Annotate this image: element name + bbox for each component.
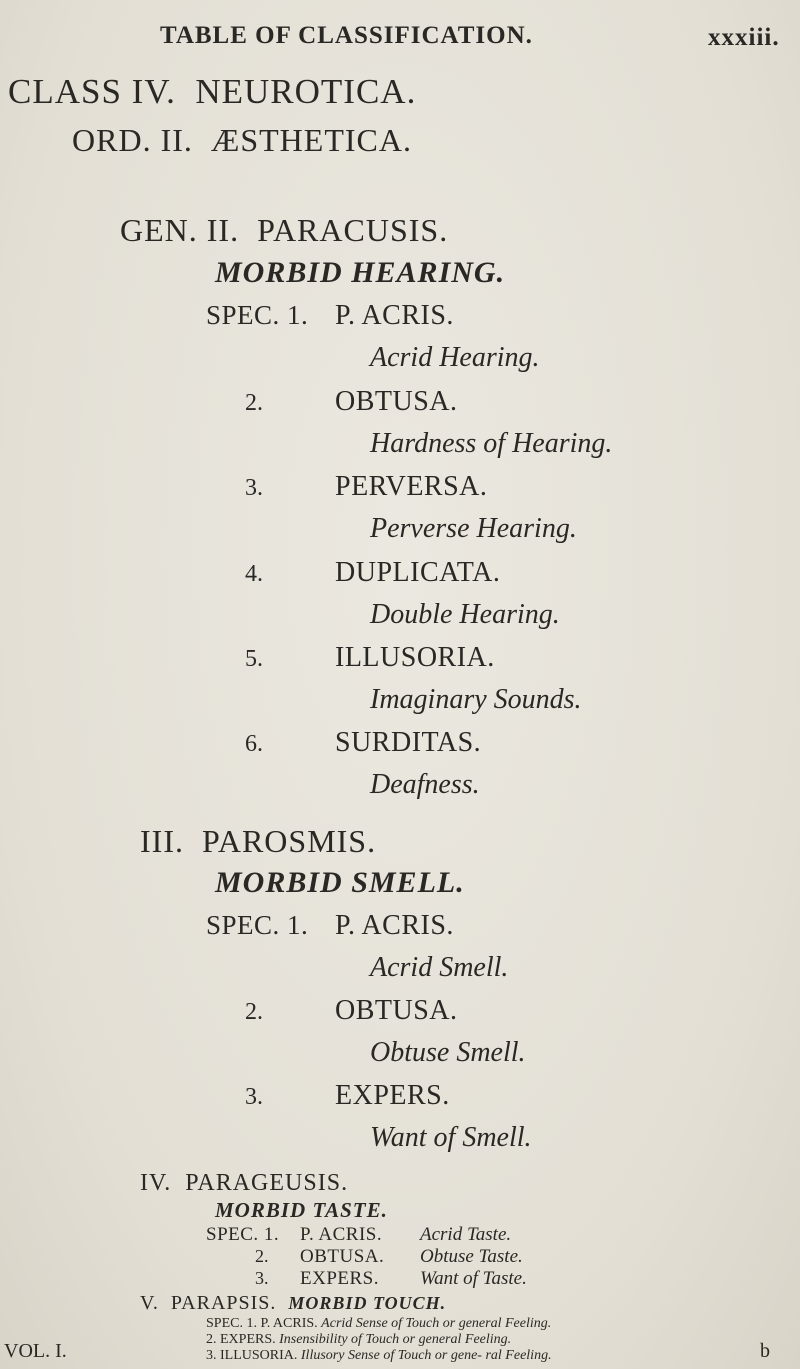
order-heading [72,122,412,159]
species-gloss: Obtuse Smell. [370,1037,526,1068]
genus-english-name: MORBID HEARING. [215,256,506,289]
genus-name: PARAPSIS. [170,1292,277,1314]
genus-heading [140,823,376,860]
running-title: TABLE OF CLASSIFICATION. [160,22,533,49]
order-name: ÆSTHETICA. [210,122,412,158]
species-name: EXPERS. [335,1080,450,1111]
order-label: ORD. II. [72,122,193,158]
species-number: 5. [245,646,263,672]
species-name: PERVERSA. [335,471,488,502]
species-gloss: Perverse Hearing. [370,513,577,544]
species-gloss: Double Hearing. [370,599,560,630]
species-name: OBTUSA. [335,995,458,1026]
species-gloss: Acrid Smell. [370,952,509,983]
species-name: P. ACRIS. [335,300,454,331]
genus-label: V. [140,1292,159,1314]
spec-label: SPEC. 1. [206,910,309,940]
species-number: 6. [245,731,263,757]
species-gloss: Acrid Hearing. [370,342,540,373]
species-name: ILLUSORIA. [335,642,495,673]
genus-english-name: MORBID TOUCH. [288,1293,447,1313]
species-number: 2. [245,390,263,416]
class-label: CLASS IV. [8,72,176,111]
genus-label: IV. [140,1170,172,1196]
genus-heading [120,212,448,249]
species-gloss: Want of Taste. [420,1268,527,1289]
species-name: P. ACRIS. [260,1316,318,1331]
species-gloss: Obtuse Taste. [420,1246,523,1267]
species-name: DUPLICATA. [335,557,501,588]
class-heading [8,72,416,112]
species-gloss: Want of Smell. [370,1122,532,1153]
species-name: P. ACRIS. [335,910,454,941]
genus-name: PARAGEUSIS. [185,1170,349,1196]
volume-label: VOL. I. [4,1340,67,1362]
species-number: 2. [206,1332,217,1347]
species-line [206,1348,552,1364]
species-line [206,1332,511,1348]
species-gloss: Acrid Sense of Touch or general [321,1316,502,1331]
species-gloss: Hardness of Hearing. [370,428,613,459]
species-number: 2. [255,1246,269,1266]
species-gloss: Acrid Taste. [420,1224,512,1245]
species-name: EXPERS. [300,1268,379,1289]
genus-name: PARACUSIS. [257,212,449,248]
species-name: OBTUSA. [335,386,458,417]
species-name: SURDITAS. [335,727,482,758]
genus-heading [140,1170,348,1197]
species-gloss: Insensibility of Touch or general [279,1332,462,1347]
species-number: 2. [245,999,263,1025]
page-number: xxxiii. [708,24,780,51]
genus-label: GEN. II. [120,212,240,248]
species-gloss: Illusory Sense of Touch or gene- [300,1348,482,1363]
genus-label: III. [140,823,184,859]
species-number: 3. [206,1348,217,1363]
species-gloss: Deafness. [370,769,480,800]
species-number: 3. [245,1084,263,1110]
species-name: ILLUSORIA. [220,1348,298,1363]
species-number: 4. [245,561,263,587]
species-gloss: Imaginary Sounds. [370,684,582,715]
species-number: 3. [255,1268,269,1288]
class-name: NEUROTICA. [195,72,417,111]
species-line [206,1316,551,1332]
species-number: 3. [245,475,263,501]
genus-english-name: MORBID TASTE. [215,1198,388,1222]
species-gloss-cont: Feeling. [504,1316,552,1331]
species-name: EXPERS. [220,1332,276,1347]
signature-mark: b [760,1340,770,1362]
genus-name: PAROSMIS. [201,823,377,859]
genus-heading [140,1292,446,1315]
spec-label: SPEC. 1. [206,1224,280,1245]
species-name: OBTUSA. [300,1246,385,1267]
species-name: P. ACRIS. [300,1224,383,1245]
species-gloss-cont: Feeling. [464,1332,512,1347]
genus-english-name: MORBID SMELL. [215,866,465,899]
spec-label: SPEC. 1. [206,1316,257,1331]
spec-label: SPEC. 1. [206,300,309,330]
species-gloss-cont: ral Feeling. [485,1348,552,1363]
